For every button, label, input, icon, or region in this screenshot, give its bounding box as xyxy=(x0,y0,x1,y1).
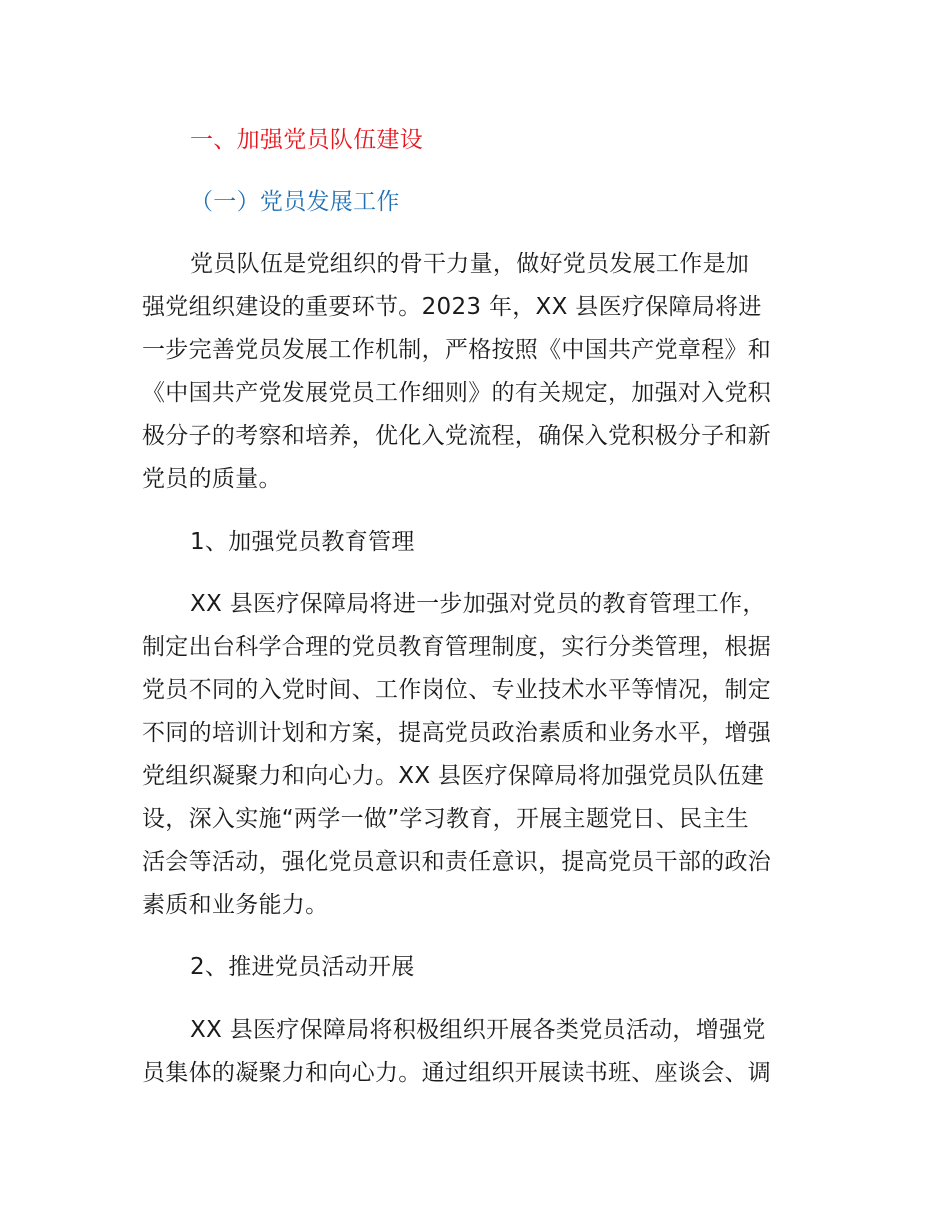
paragraph-line: 党员的质量。 xyxy=(142,466,282,492)
subsection-heading: （一）党员发展工作 xyxy=(190,189,400,215)
paragraph-line: XX 县医疗保障局将进一步加强对党员的教育管理工作， xyxy=(190,591,766,617)
paragraph-line: 不同的培训计划和方案，提高党员政治素质和业务水平，增强 xyxy=(142,720,772,746)
numbered-heading: 2、推进党员活动开展 xyxy=(190,954,415,980)
paragraph-line: 活会等活动，强化党员意识和责任意识，提高党员干部的政治 xyxy=(142,849,772,875)
paragraph-line: 党组织凝聚力和向心力。XX 县医疗保障局将加强党员队伍建 xyxy=(142,763,765,789)
numbered-heading: 1、加强党员教育管理 xyxy=(190,529,415,555)
paragraph-line: 《中国共产党发展党员工作细则》的有关规定，加强对入党积 xyxy=(142,380,772,406)
paragraph-line: 制定出台科学合理的党员教育管理制度，实行分类管理，根据 xyxy=(142,634,772,660)
paragraph-line: 党员队伍是党组织的骨干力量，做好党员发展工作是加 xyxy=(190,251,750,277)
paragraph-line: 设，深入实施“两学一做”学习教育，开展主题党日、民主生 xyxy=(142,806,749,832)
paragraph-line: 员集体的凝聚力和向心力。通过组织开展读书班、座谈会、调 xyxy=(142,1060,772,1086)
paragraph-line: 一步完善党员发展工作机制，严格按照《中国共产党章程》和 xyxy=(142,337,772,363)
paragraph-line: 强党组织建设的重要环节。2023 年，XX 县医疗保障局将进 xyxy=(142,294,762,320)
section-heading: 一、加强党员队伍建设 xyxy=(190,127,423,153)
paragraph-line: XX 县医疗保障局将积极组织开展各类党员活动，增强党 xyxy=(190,1017,766,1043)
paragraph-line: 极分子的考察和培养，优化入党流程，确保入党积极分子和新 xyxy=(142,423,772,449)
paragraph-line: 素质和业务能力。 xyxy=(142,892,329,918)
paragraph-line: 党员不同的入党时间、工作岗位、专业技术水平等情况，制定 xyxy=(142,677,772,703)
